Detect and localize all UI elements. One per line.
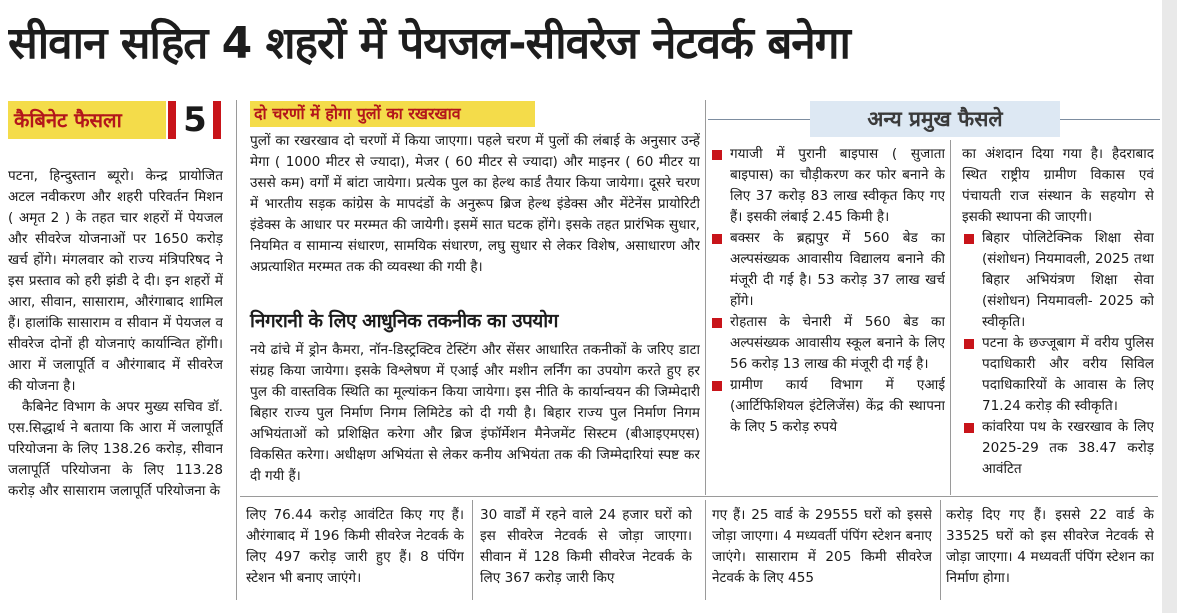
bullet-icon [964,423,974,433]
decisions-list-2 [962,228,1154,480]
bottom-column-4: करोड़ दिए गए हैं। इससे 22 वार्ड के 33525 घरों को इस सीवरेज नेटवर्क से जोड़ा जाएगा। 4 मध्यवर्ती पंपिंग स्टेशन का निर्माण होगा। [946,507,1154,586]
decisions-list-1 [710,144,945,492]
list-item: कांवरिया पथ के रखरखाव के लिए 2025-29 तक 38.47 करोड़ आवंटित [962,417,1154,480]
cabinet-count: 5 [183,100,207,140]
bottom-rule [240,496,1158,497]
list-item: बक्सर के ब्रह्मपुर में 560 बेड का अल्पसंख्यक आवासीय विद्यालय बनाने की मंजूरी दी गई है। 53 करोड़ 37 लाख खर्च होंगे। [710,228,945,312]
headline: सीवान सहित 4 शहरों में पेयजल-सीवरेज नेटवर्क बनेगा [8,18,850,69]
heading-rule-right [1060,119,1160,120]
column-divider [950,140,951,495]
decisions-col-2 [962,144,1154,492]
cabinet-bar-right [213,101,221,139]
list-item: रोहतास के चेनारी में 560 बेड का अल्पसंख्यक आवासीय स्कूल बनाने के लिए 56 करोड़ 13 लाख की मंजूरी दी गई है। [710,312,945,375]
list-item: बिहार पोलिटेक्निक शिक्षा सेवा (संशोधन) नियमावली, 2025 तथा बिहार अभियंत्रण शिक्षा सेवा (संशोधन) नियमावली- 2025 को स्वीकृति। [962,228,1154,333]
bridges-body: पुलों का रखरखाव दो चरणों में किया जाएगा। पहले चरण में पुलों की लंबाई के अनुसार उन्हें मेगा ( 1000 मीटर से ज्यादा), मेजर ( 60 मीटर से ज्यादा) और माइनर ( 60 मीटर या उससे कम) वर्गों में बांटा जायेगा। प्रत्येक पुल का हेल्थ कार्ड तैयार किया जायेगा। दूसरे चरण में भारतीय सड़क कांग्रेस के मापदंडों के अनुरूप ब्रिज हेल्थ इंडेक्स और मेंटेनेंस प्रायोरिटी इंडेक्स के आधार पर मरम्मत की जायेगी। इसमें सात घटक होंगे। इसके तहत प्रारंभिक सुधार, नियमित व सामान्य संधारण, सामयिक संधारण, लघु सुधार से लेकर विशेष, असाधारण और अप्रत्याशित मरम्मत तक की व्यवस्था की गयी है। [250,133,700,275]
page-edge-strip [1162,0,1177,613]
column-divider [472,500,473,600]
list-item: गयाजी में पुरानी बाइपास ( सुजाता बाइपास) का चौड़ीकरण कर फोर बनाने के लिए 37 करोड़ 83 लाख स्वीकृत किए गए हैं। इसकी लंबाई 2.45 किमी है। [710,144,945,228]
bullet-icon [712,150,722,160]
left-paragraph-2: कैबिनेट विभाग के अपर मुख्य सचिव डॉ. एस.सिद्धार्थ ने बताया कि आरा में जलापूर्ति परियोजना के लिए 138.26 करोड़, सीवान जलापूर्ति परियोजना के लिए 113.28 करोड़ और सासाराम जलापूर्ति परियोजना के [8,399,223,499]
column-divider [705,500,706,600]
decisions-col2-lead: का अंशदान दिया गया है। हैदराबाद स्थित राष्ट्रीय ग्रामीण विकास एवं पंचायती राज संस्थान के सहयोग से इसकी स्थापना की जाएगी। [962,146,1154,225]
bullet-icon [964,234,974,244]
left-column [8,166,223,598]
bullet-icon [712,318,722,328]
other-decisions-heading-box [810,101,1060,137]
bullet-icon [964,339,974,349]
bullet-icon [712,381,722,391]
cabinet-label: कैबिनेट फैसला [8,101,166,139]
list-item: ग्रामीण कार्य विभाग में एआई (आर्टिफिशियल इंटेलिजेंस) केंद्र की स्थापना के लिए 5 करोड़ रुपये [710,375,945,438]
heading-rule-left [708,119,810,120]
column-divider [940,500,941,600]
bottom-column-3: गए हैं। 25 वार्ड के 29555 घरों को इससे जोड़ा जाएगा। 4 मध्यवर्ती पंपिंग स्टेशन बनाए जाएंगे। सासाराम में 205 किमी सीवरेज नेटवर्क के लिए 455 [712,507,932,586]
other-decisions-heading: अन्य प्रमुख फैसले [867,107,1003,131]
cabinet-bar-left [168,101,176,139]
bullet-icon [712,234,722,244]
left-paragraph-1: पटना, हिन्दुस्तान ब्यूरो। केन्द्र प्रायोजित अटल नवीकरण और शहरी परिवर्तन मिशन ( अमृत 2 ) के तहत चार शहरों में पेयजल और सीवरेज योजनाओं पर 1650 करोड़ खर्च होंगे। मंगलवार को राज्य मंत्रिपरिषद ने इस प्रस्ताव को हरी झंडी दे दी। इन शहरों में आरा, सीवान, सासाराम, औरंगाबाद शामिल हैं। हालांकि सासाराम व सीवान में पेयजल व सीवरेज दोनों ही योजनाएं कार्यान्वित होंगी। आरा में जलापूर्ति व औरंगाबाद में सीवरेज की योजना है। [8,168,223,394]
bridges-heading: दो चरणों में होगा पुलों का रखरखाव [250,101,535,127]
column-divider [236,500,237,600]
monitoring-body: नये ढांचे में ड्रोन कैमरा, नॉन-डिस्ट्रक्टिव टेस्टिंग और सेंसर आधारित तकनीकों के जरिए डाटा संग्रह किया जायेगा। इसके विश्लेषण में एआई और मशीन लर्निंग का उपयोग करते हुए हर पुल की वास्तविक स्थिति का मूल्यांकन किया जायेगा। इस नीति के कार्यान्वयन की जिम्मेदारी बिहार राज्य पुल निर्माण निगम लिमिटेड को दी गयी है। बिहार राज्य पुल निर्माण निगम अभियंताओं को प्रशिक्षित करेगा और ब्रिज इंफॉर्मेशन मैनेजमेंट सिस्टम (बीआइएमएस) विकसित करेगा। अधीक्षण अभियंता से लेकर कनीय अभियंता तक की जिम्मेदारियां स्पष्ट कर दी गयी हैं। [250,342,700,484]
bottom-column-2: 30 वार्डों में रहने वाले 24 हजार घरों को इस सीवरेज नेटवर्क से जोड़ा जाएगा। सीवान में 128 किमी सीवरेज नेटवर्क के लिए 367 करोड़ जारी किए [480,507,692,586]
bottom-column-1: लिए 76.44 करोड़ आवंटित किए गए हैं। औरंगाबाद में 196 किमी सीवरेज नेटवर्क के लिए 497 करोड़ जारी हुए हैं। 8 पंपिंग स्टेशन भी बनाए जाएंगे। [246,507,464,586]
monitoring-heading: निगरानी के लिए आधुनिक तकनीक का उपयोग [250,310,558,332]
column-divider [705,100,706,495]
list-item: पटना के छज्जूबाग में वरीय पुलिस पदाधिकारी और वरीय सिविल पदाधिकारियों के आवास के लिए 71.24 करोड़ की स्वीकृति। [962,333,1154,417]
